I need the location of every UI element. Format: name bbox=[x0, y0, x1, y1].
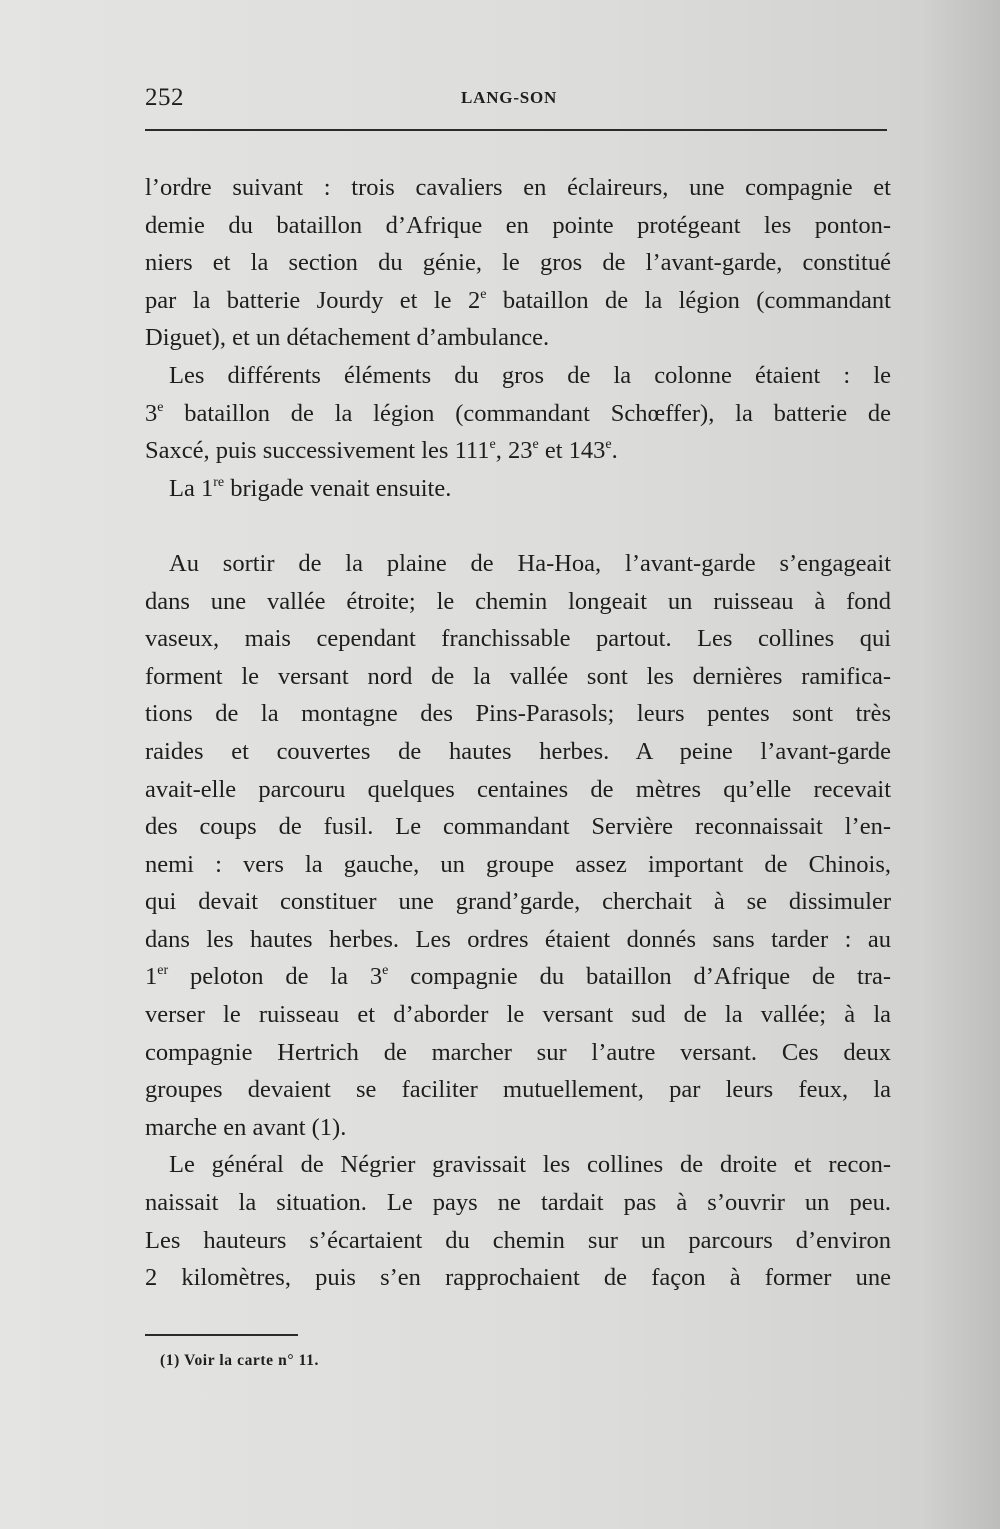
text-run: Au sortir de la plaine de Ha-Hoa, l’avant-garde s’engageait bbox=[169, 549, 891, 577]
text-run: 3 bbox=[145, 399, 158, 427]
text-run: Les hauteurs s’écartaient du chemin sur un parcours d’environ bbox=[145, 1226, 891, 1254]
text-run: qui devait constituer une grand’garde, cherchait à se dissimuler bbox=[145, 888, 891, 916]
text-line bbox=[145, 658, 891, 696]
text-run: . bbox=[611, 437, 618, 465]
text-line bbox=[145, 695, 891, 733]
text-run: vaseux, mais cependant franchissable partout. Les collines qui bbox=[145, 625, 891, 653]
body-text bbox=[145, 169, 891, 1297]
text-run: La 1 bbox=[169, 474, 214, 502]
text-run: dans une vallée étroite; le chemin longeait un ruisseau à fond bbox=[145, 587, 891, 615]
footnote: (1) Voir la carte n° 11. bbox=[160, 1352, 319, 1369]
text-line bbox=[145, 319, 891, 357]
text-line bbox=[145, 921, 891, 959]
superscript: e bbox=[605, 437, 612, 453]
text-run: Les différents éléments du gros de la colonne étaient : le bbox=[169, 361, 891, 389]
running-title: LANG-SON bbox=[461, 88, 558, 107]
superscript: er bbox=[157, 963, 169, 979]
text-run: demie du bataillon d’Afrique en pointe protégeant les ponton- bbox=[145, 211, 891, 239]
text-run: bataillon de la légion (commandant bbox=[486, 286, 891, 314]
text-line bbox=[145, 395, 891, 433]
text-line bbox=[145, 545, 891, 583]
text-line bbox=[145, 470, 891, 508]
text-run: Saxcé, puis successivement les 111 bbox=[145, 437, 490, 465]
text-line bbox=[145, 1071, 891, 1109]
text-line bbox=[145, 169, 891, 207]
text-run: et 143 bbox=[538, 437, 606, 465]
text-line bbox=[145, 1184, 891, 1222]
superscript: e bbox=[532, 437, 539, 453]
text-run: avait-elle parcouru quelques centaines de mètres qu’elle recevait bbox=[145, 775, 891, 803]
text-line bbox=[145, 733, 891, 771]
text-run: compagnie Hertrich de marcher sur l’autre versant. Ces deux bbox=[145, 1038, 891, 1066]
text-run: par la batterie Jourdy et le 2 bbox=[145, 286, 481, 314]
text-line bbox=[145, 583, 891, 621]
text-run: forment le versant nord de la vallée sont les dernières ramifica- bbox=[145, 662, 891, 690]
text-run: peloton de la 3 bbox=[168, 963, 383, 991]
text-line bbox=[145, 808, 891, 846]
text-run: nemi : vers la gauche, un groupe assez important de Chinois, bbox=[145, 850, 891, 878]
text-line bbox=[145, 432, 891, 470]
text-run: brigade venait ensuite. bbox=[224, 474, 452, 502]
text-line bbox=[145, 1259, 891, 1297]
superscript: e bbox=[489, 437, 496, 453]
text-run: compagnie du bataillon d’Afrique de tra- bbox=[388, 963, 892, 991]
text-run: niers et la section du génie, le gros de l’avant-garde, constitué bbox=[145, 249, 891, 277]
text-line bbox=[145, 620, 891, 658]
superscript: e bbox=[157, 399, 164, 415]
text-line bbox=[145, 996, 891, 1034]
text-run: bataillon de la légion (commandant Schœffer), la batterie de bbox=[163, 399, 891, 427]
text-line bbox=[145, 244, 891, 282]
text-line bbox=[145, 207, 891, 245]
text-run: naissait la situation. Le pays ne tardait pas à s’ouvrir un peu. bbox=[145, 1189, 891, 1217]
text-line bbox=[145, 1109, 891, 1147]
text-run: 1 bbox=[145, 963, 158, 991]
text-line bbox=[145, 846, 891, 884]
text-run: dans les hautes herbes. Les ordres étaient donnés sans tarder : au bbox=[145, 925, 891, 953]
page-header bbox=[145, 84, 887, 124]
text-line bbox=[145, 1222, 891, 1260]
text-run: des coups de fusil. Le commandant Servière reconnaissait l’en- bbox=[145, 813, 891, 841]
footnote-rule bbox=[145, 1334, 298, 1336]
superscript: e bbox=[382, 963, 389, 979]
text-run: groupes devaient se faciliter mutuellement, par leurs feux, la bbox=[145, 1076, 891, 1104]
superscript: e bbox=[480, 286, 487, 302]
text-line bbox=[145, 958, 891, 996]
text-line bbox=[145, 1146, 891, 1184]
paragraph-gap bbox=[145, 507, 891, 545]
superscript: re bbox=[213, 474, 225, 490]
text-run: Le général de Négrier gravissait les collines de droite et recon- bbox=[169, 1151, 891, 1179]
text-run: Diguet), et un détachement d’ambulance. bbox=[145, 324, 550, 352]
text-line bbox=[145, 771, 891, 809]
page-number: 252 bbox=[145, 84, 184, 111]
text-run: raides et couvertes de hautes herbes. A peine l’avant-garde bbox=[145, 737, 891, 765]
text-run: l’ordre suivant : trois cavaliers en éclaireurs, une compagnie et bbox=[145, 174, 891, 201]
text-run: marche en avant (1). bbox=[145, 1113, 347, 1141]
text-run: verser le ruisseau et d’aborder le versant sud de la vallée; à la bbox=[145, 1001, 891, 1029]
text-run: 2 kilomètres, puis s’en rapprochaient de façon à former une bbox=[145, 1264, 891, 1292]
text-line bbox=[145, 1034, 891, 1072]
text-line bbox=[145, 883, 891, 921]
text-line bbox=[145, 282, 891, 320]
text-run: , 23 bbox=[495, 437, 533, 465]
text-line bbox=[145, 357, 891, 395]
header-rule bbox=[145, 129, 887, 131]
text-run: tions de la montagne des Pins-Parasols; leurs pentes sont très bbox=[145, 700, 891, 728]
